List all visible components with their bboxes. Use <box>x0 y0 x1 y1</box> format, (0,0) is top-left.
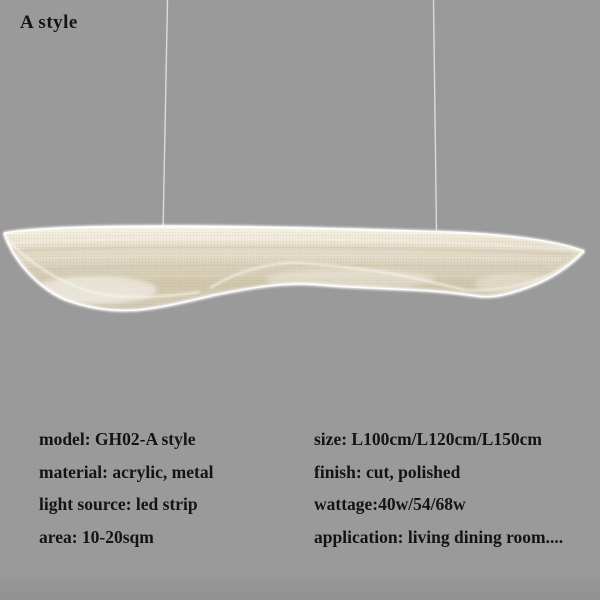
spec-line-application: application: living dining room.... <box>314 527 564 548</box>
spec-line-wattage: wattage:40w/54/68w <box>314 494 466 515</box>
suspension-wires <box>163 0 437 233</box>
spec-line-material: material: acrylic, metal <box>39 461 214 482</box>
spec-line-size: size: L100cm/L120cm/L150cm <box>314 429 542 449</box>
spec-line-light-source: light source: led strip <box>39 494 198 515</box>
suspension-wire-left <box>163 0 168 232</box>
spec-line-area: area: 10-20sqm <box>39 527 154 548</box>
suspension-wire-right <box>434 0 437 233</box>
style-label: A style <box>20 12 78 33</box>
spec-line-finish: finish: cut, polished <box>314 461 461 482</box>
spec-column-right <box>314 423 563 554</box>
spec-line-model: model: GH02-A style <box>39 429 196 449</box>
lamp-shade <box>0 220 600 320</box>
spec-column-left <box>39 423 213 554</box>
